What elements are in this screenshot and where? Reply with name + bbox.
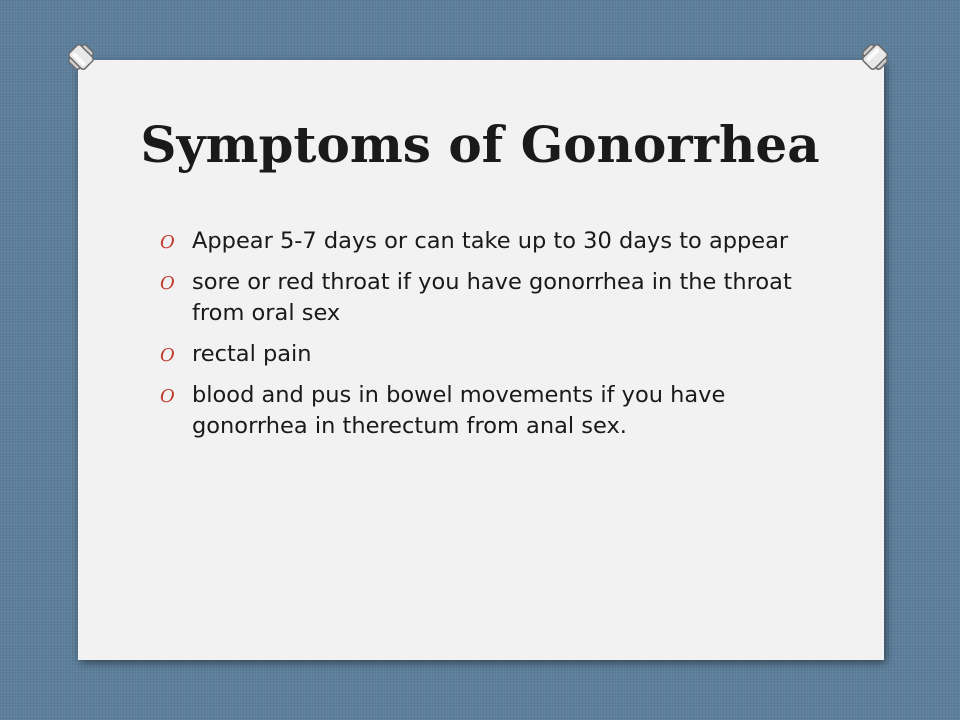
list-item: [160, 339, 820, 370]
slide-title: Symptoms of Gonorrhea: [140, 115, 820, 174]
bullet-marker: O: [160, 232, 175, 253]
bullet-text: rectal pain: [192, 341, 312, 367]
bullet-list: [160, 226, 820, 452]
bullet-marker: O: [160, 273, 175, 294]
list-item: [160, 226, 820, 257]
bullet-text: sore or red throat if you have gonorrhea in the throat from oral sex: [192, 269, 792, 326]
pushpin-icon: [64, 40, 98, 74]
bullet-text: blood and pus in bowel movements if you have gonorrhea in therectum from anal sex.: [192, 382, 726, 439]
bullet-marker: O: [160, 386, 175, 407]
bullet-text: Appear 5-7 days or can take up to 30 days to appear: [192, 228, 789, 254]
list-item: [160, 267, 820, 329]
pushpin-icon: [858, 40, 892, 74]
list-item: [160, 380, 820, 442]
bullet-marker: O: [160, 345, 175, 366]
